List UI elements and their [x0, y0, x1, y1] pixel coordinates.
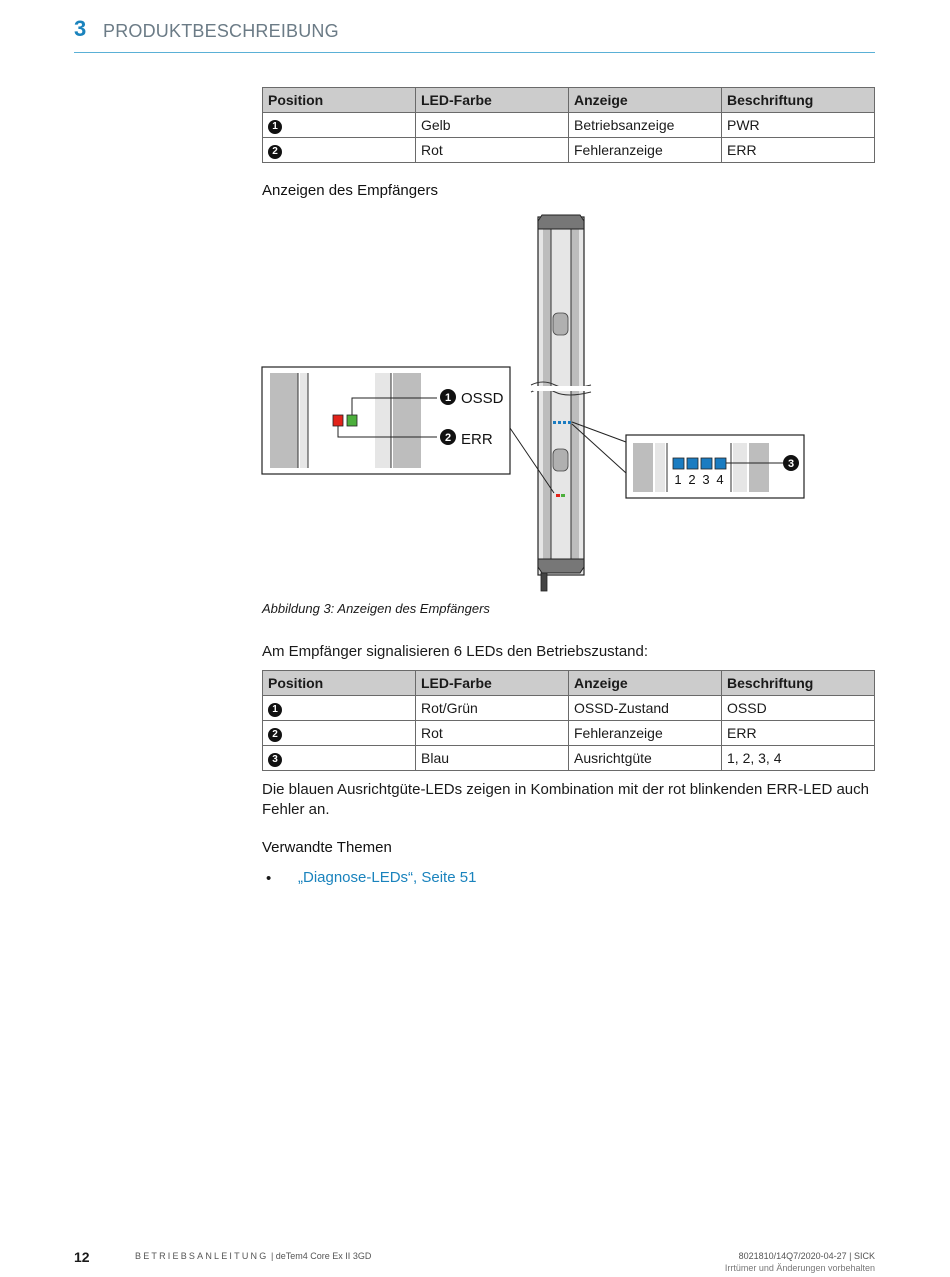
- cell-display: Betriebsanzeige: [569, 113, 722, 138]
- table-header-row: [263, 88, 875, 113]
- cell-label: PWR: [722, 113, 875, 138]
- bar-green-led: [561, 494, 565, 497]
- ossd-red-led: [333, 415, 343, 426]
- related-link-diagnose-leds[interactable]: „Diagnose-LEDs“, Seite 51: [298, 869, 477, 886]
- col-label: Beschriftung: [722, 671, 875, 696]
- cell-display: Ausrichtgüte: [569, 746, 722, 771]
- position-marker: 1: [268, 703, 282, 717]
- position-marker: 1: [268, 120, 282, 134]
- table-header-row: [263, 671, 875, 696]
- cell-label: ERR: [722, 721, 875, 746]
- footer-disclaimer: Irrtümer und Änderungen vorbehalten: [724, 1263, 875, 1273]
- cell-label: ERR: [722, 138, 875, 163]
- col-display: Anzeige: [569, 88, 722, 113]
- cell-color: Rot: [416, 721, 569, 746]
- figure-caption: Abbildung 3: Anzeigen des Empfängers: [262, 601, 490, 616]
- page-number: 12: [74, 1249, 90, 1265]
- footer-product: deTem4 Core Ex II 3GD: [275, 1251, 372, 1261]
- table-row: [263, 696, 875, 721]
- chapter-header: [74, 16, 875, 53]
- table-row: [263, 746, 875, 771]
- receiver-figure: [255, 205, 815, 595]
- cell-color: Gelb: [416, 113, 569, 138]
- bullet-dot: •: [266, 870, 272, 887]
- footer-doc-type: BETRIEBSANLEITUNG: [135, 1251, 269, 1261]
- position-marker: 2: [268, 145, 282, 159]
- cell-color: Blau: [416, 746, 569, 771]
- col-display: Anzeige: [569, 671, 722, 696]
- alignment-label-1: 1: [674, 472, 682, 487]
- chapter-title: PRODUKTBESCHREIBUNG: [103, 21, 339, 41]
- alignment-led-1: [673, 458, 684, 469]
- table-row: [263, 138, 875, 163]
- cell-display: Fehleranzeige: [569, 721, 722, 746]
- note-text: Die blauen Ausrichtgüte-LEDs zeigen in Kombination mit der rot blinkenden ERR-LED auch Fehler an.: [262, 781, 869, 818]
- alignment-detail: [572, 422, 804, 498]
- table-row: [263, 721, 875, 746]
- position-marker: 2: [268, 728, 282, 742]
- marker-2: 2: [444, 432, 452, 444]
- related-heading: Verwandte Themen: [262, 839, 392, 856]
- ossd-green-led: [347, 415, 357, 426]
- alignment-label-2: 2: [688, 472, 696, 487]
- err-label: ERR: [461, 431, 493, 448]
- alignment-led-4: [715, 458, 726, 469]
- alignment-label-4: 4: [716, 472, 724, 487]
- alignment-led-2: [687, 458, 698, 469]
- col-position: Position: [263, 671, 416, 696]
- footer-doc-info: BETRIEBSANLEITUNG | deTem4 Core Ex II 3GD: [135, 1251, 372, 1261]
- col-led-color: LED-Farbe: [416, 671, 569, 696]
- cell-color: Rot/Grün: [416, 696, 569, 721]
- position-marker: 3: [268, 753, 282, 767]
- table-row: [263, 113, 875, 138]
- cell-label: 1, 2, 3, 4: [722, 746, 875, 771]
- chapter-number: 3: [74, 16, 87, 41]
- intro-text: Am Empfänger signalisieren 6 LEDs den Betriebszustand:: [262, 643, 649, 660]
- cell-color: Rot: [416, 138, 569, 163]
- cell-display: Fehleranzeige: [569, 138, 722, 163]
- ossd-err-detail: [262, 367, 554, 493]
- cell-label: OSSD: [722, 696, 875, 721]
- receiver-led-table: [262, 670, 875, 771]
- alignment-led-3: [701, 458, 712, 469]
- marker-1: 1: [444, 392, 452, 404]
- transmitter-led-table: [262, 87, 875, 163]
- col-led-color: LED-Farbe: [416, 88, 569, 113]
- cell-display: OSSD-Zustand: [569, 696, 722, 721]
- col-label: Beschriftung: [722, 88, 875, 113]
- receiver-bar: [531, 215, 591, 591]
- col-position: Position: [263, 88, 416, 113]
- marker-3: 3: [787, 458, 795, 470]
- alignment-label-3: 3: [702, 472, 710, 487]
- ossd-label: OSSD: [461, 390, 504, 407]
- footer-code: 8021810/14Q7/2020-04-27 | SICK: [738, 1251, 875, 1261]
- section-heading: Anzeigen des Empfängers: [262, 182, 438, 199]
- bar-red-led: [556, 494, 560, 497]
